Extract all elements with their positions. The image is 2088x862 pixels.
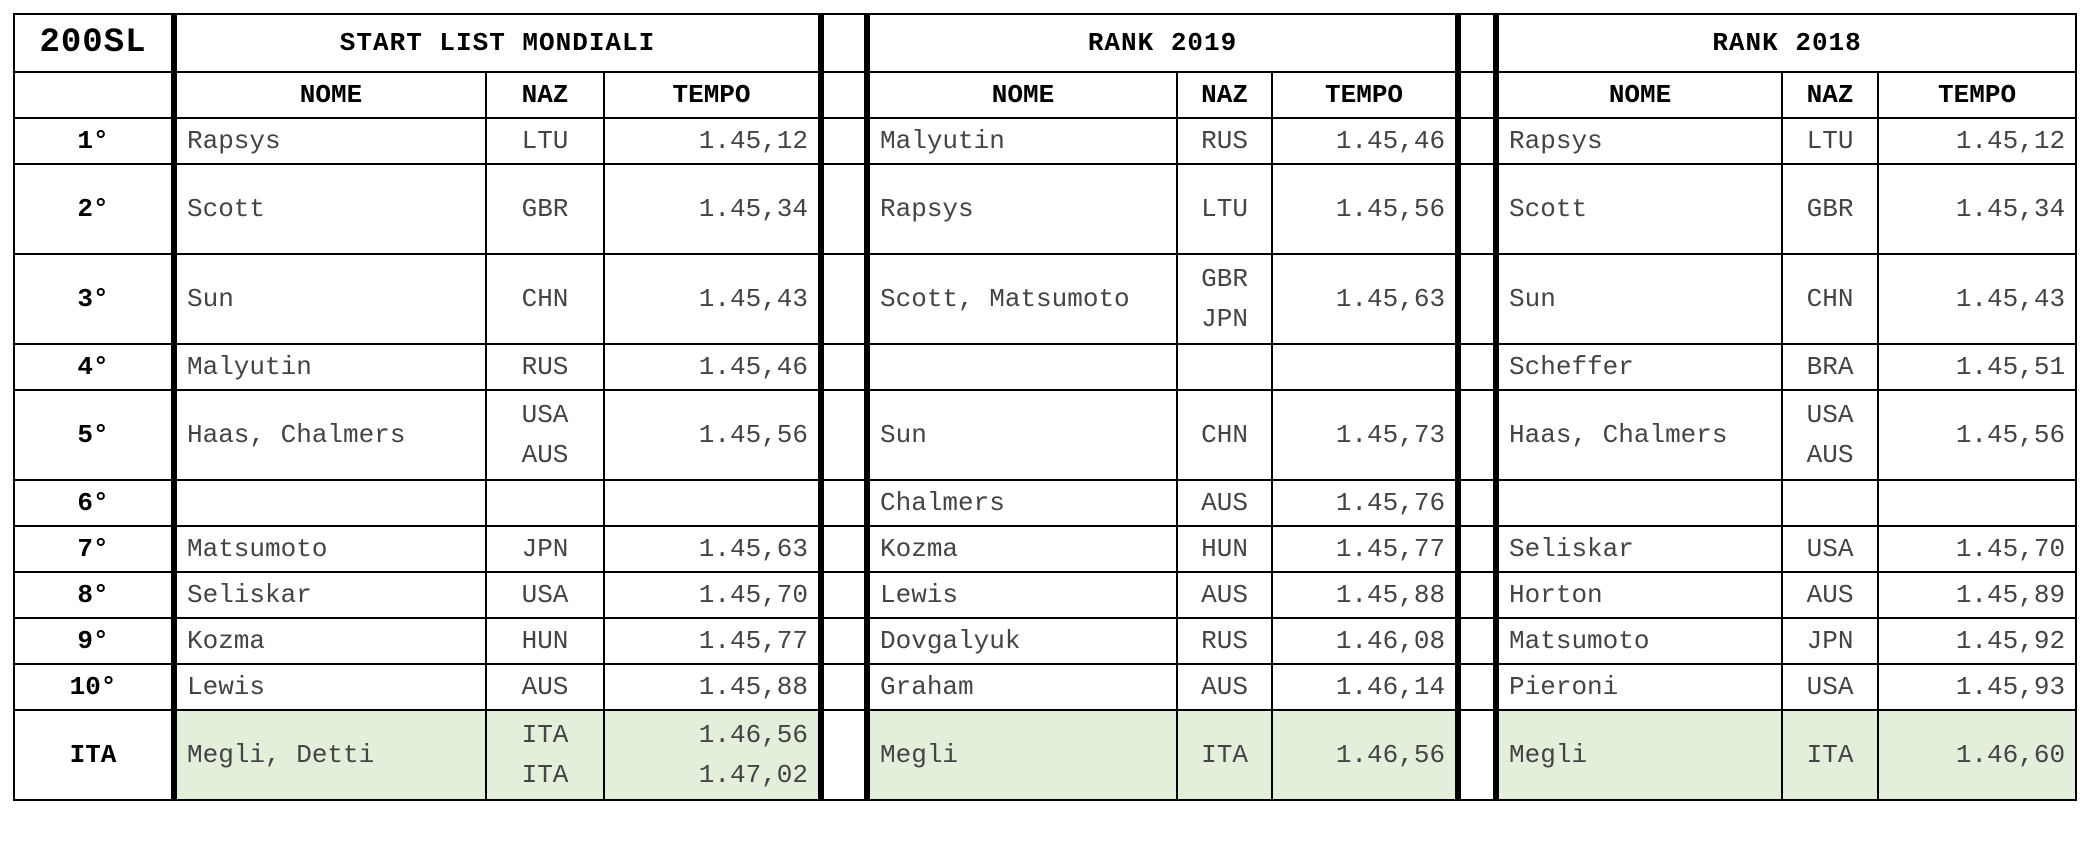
column-gap: [1458, 618, 1496, 664]
nation-code: RUS: [1201, 626, 1248, 656]
column-gap: [1458, 164, 1496, 254]
table-row: [14, 164, 2076, 254]
nation-code: GBR: [1806, 194, 1854, 224]
column-gap: [1458, 572, 1496, 618]
rank2018-time-cell: [1878, 390, 2076, 480]
position-cell: 5°: [14, 390, 174, 480]
rank2019-nation-cell: [1177, 390, 1272, 480]
column-gap: [1458, 480, 1496, 526]
rank2018-time-cell: [1878, 664, 2076, 710]
nation-code: ITA: [1806, 740, 1854, 770]
rank2018-nation-cell: [1782, 118, 1878, 164]
time-value: 1.45,77: [1335, 534, 1446, 564]
time-value: 1.45,88: [1335, 580, 1446, 610]
time-value: 1.45,88: [698, 672, 809, 702]
nation-code: AUS: [1806, 580, 1854, 610]
rank2018-name-cell: Scott: [1496, 164, 1782, 254]
rank2019-time-cell: [1272, 390, 1458, 480]
nation-code: CHN: [521, 284, 569, 314]
rank2019-nation-cell: [1177, 710, 1272, 800]
column-gap: [821, 572, 867, 618]
position-cell: 2°: [14, 164, 174, 254]
startlist-name-cell: Sun: [174, 254, 486, 344]
rank2019-time-cell: [1272, 526, 1458, 572]
column-gap: [821, 344, 867, 390]
startlist-name-cell: Kozma: [174, 618, 486, 664]
rank2018-nation-cell: [1782, 664, 1878, 710]
column-header-row: [14, 72, 2076, 118]
rank2019-nation-cell: [1177, 526, 1272, 572]
rank2019-name-cell: Scott, Matsumoto: [867, 254, 1177, 344]
time-value: 1.45,92: [1955, 626, 2066, 656]
position-cell: 7°: [14, 526, 174, 572]
nation-code: AUS: [1201, 580, 1248, 610]
time-value: 1.47,02: [698, 760, 809, 790]
time-value: 1.45,76: [1335, 488, 1446, 518]
table-row: [14, 390, 2076, 480]
rank2018-nation-cell: [1782, 390, 1878, 480]
column-gap: [1458, 710, 1496, 800]
rank2019-time-cell: [1272, 118, 1458, 164]
name-header: NOME: [867, 72, 1177, 118]
rank2019-nation-cell: [1177, 344, 1272, 390]
rank2018-time-cell: [1878, 526, 2076, 572]
event-label: 200SL: [14, 14, 174, 72]
rank2019-nation-cell: [1177, 254, 1272, 344]
time-value: 1.45,93: [1955, 672, 2066, 702]
startlist-time-cell: [604, 254, 821, 344]
nation-code: AUS: [521, 440, 569, 470]
nation-header: NAZ: [1782, 72, 1878, 118]
time-value: 1.46,14: [1335, 672, 1446, 702]
section-title-rank2018: RANK 2018: [1496, 14, 2076, 72]
position-cell: 9°: [14, 618, 174, 664]
time-value: 1.45,77: [698, 626, 809, 656]
column-gap: [1458, 344, 1496, 390]
startlist-name-cell: Lewis: [174, 664, 486, 710]
rank2018-name-cell: Megli: [1496, 710, 1782, 800]
rank2018-name-cell: Seliskar: [1496, 526, 1782, 572]
startlist-name-cell: Matsumoto: [174, 526, 486, 572]
rank2018-nation-cell: [1782, 572, 1878, 618]
time-value: 1.46,60: [1955, 740, 2066, 770]
rank2019-name-cell: [867, 344, 1177, 390]
table-row: [14, 710, 2076, 800]
column-gap: [821, 710, 867, 800]
time-value: 1.45,73: [1335, 420, 1446, 450]
rank2019-time-cell: [1272, 618, 1458, 664]
column-gap: [821, 390, 867, 480]
column-gap: [821, 480, 867, 526]
column-gap: [821, 526, 867, 572]
name-header: NOME: [1496, 72, 1782, 118]
column-gap: [821, 164, 867, 254]
rank2019-name-cell: Lewis: [867, 572, 1177, 618]
time-value: 1.45,89: [1955, 580, 2066, 610]
column-gap: [1458, 118, 1496, 164]
startlist-name-cell: Haas, Chalmers: [174, 390, 486, 480]
rank2018-nation-cell: [1782, 710, 1878, 800]
time-value: 1.45,56: [1335, 194, 1446, 224]
position-header: [14, 72, 174, 118]
column-gap: [821, 118, 867, 164]
nation-code: BRA: [1806, 352, 1854, 382]
time-value: 1.45,70: [1955, 534, 2066, 564]
results-table-container: [13, 13, 2077, 801]
rank2019-nation-cell: [1177, 118, 1272, 164]
rank2019-name-cell: Kozma: [867, 526, 1177, 572]
rank2019-nation-cell: [1177, 618, 1272, 664]
nation-header: NAZ: [1177, 72, 1272, 118]
nation-code: ITA: [1201, 740, 1248, 770]
startlist-time-cell: [604, 526, 821, 572]
startlist-nation-cell: [486, 390, 604, 480]
rank2019-nation-cell: [1177, 164, 1272, 254]
rank2018-name-cell: Horton: [1496, 572, 1782, 618]
rank2019-name-cell: Sun: [867, 390, 1177, 480]
nation-code: AUS: [1201, 488, 1248, 518]
nation-code: USA: [1806, 400, 1854, 430]
name-header: NOME: [174, 72, 486, 118]
startlist-time-cell: [604, 710, 821, 800]
nation-code: JPN: [521, 534, 569, 564]
rank2019-name-cell: Dovgalyuk: [867, 618, 1177, 664]
rank2019-name-cell: Rapsys: [867, 164, 1177, 254]
header-row: [14, 14, 2076, 72]
rank2018-time-cell: [1878, 618, 2076, 664]
time-header: TEMPO: [604, 72, 821, 118]
column-gap: [821, 254, 867, 344]
position-cell: 8°: [14, 572, 174, 618]
nation-code: GBR: [1201, 264, 1248, 294]
time-value: 1.45,56: [1955, 420, 2066, 450]
position-cell: 10°: [14, 664, 174, 710]
time-value: 1.45,12: [698, 126, 809, 156]
nation-code: LTU: [1806, 126, 1854, 156]
rank2018-time-cell: [1878, 164, 2076, 254]
time-value: 1.45,51: [1955, 352, 2066, 382]
column-gap: [821, 14, 867, 72]
rank2019-nation-cell: [1177, 572, 1272, 618]
time-value: 1.45,12: [1955, 126, 2066, 156]
rank2019-time-cell: [1272, 254, 1458, 344]
rank2018-time-cell: [1878, 254, 2076, 344]
rank2019-name-cell: Graham: [867, 664, 1177, 710]
nation-code: AUS: [1201, 672, 1248, 702]
time-value: 1.45,70: [698, 580, 809, 610]
table-row: [14, 664, 2076, 710]
rank2019-nation-cell: [1177, 480, 1272, 526]
rank2018-name-cell: Scheffer: [1496, 344, 1782, 390]
nation-code: ITA: [521, 760, 569, 790]
nation-code: JPN: [1806, 626, 1854, 656]
startlist-name-cell: Scott: [174, 164, 486, 254]
table-row: [14, 526, 2076, 572]
time-value: 1.45,46: [1335, 126, 1446, 156]
startlist-time-cell: [604, 164, 821, 254]
startlist-time-cell: [604, 390, 821, 480]
time-value: 1.45,46: [698, 352, 809, 382]
time-header: TEMPO: [1878, 72, 2076, 118]
startlist-nation-cell: [486, 664, 604, 710]
rank2019-time-cell: [1272, 710, 1458, 800]
time-value: 1.45,63: [698, 534, 809, 564]
startlist-name-cell: Malyutin: [174, 344, 486, 390]
startlist-nation-cell: [486, 254, 604, 344]
nation-code: USA: [1806, 534, 1854, 564]
column-gap: [821, 72, 867, 118]
column-gap: [821, 618, 867, 664]
nation-code: LTU: [521, 126, 569, 156]
nation-code: HUN: [521, 626, 569, 656]
position-cell: 1°: [14, 118, 174, 164]
rank2018-name-cell: Haas, Chalmers: [1496, 390, 1782, 480]
startlist-name-cell: Seliskar: [174, 572, 486, 618]
rank2019-name-cell: Megli: [867, 710, 1177, 800]
rank2018-name-cell: Rapsys: [1496, 118, 1782, 164]
column-gap: [1458, 72, 1496, 118]
rank2018-nation-cell: [1782, 480, 1878, 526]
rank2019-time-cell: [1272, 344, 1458, 390]
nation-code: JPN: [1201, 304, 1248, 334]
rank2018-time-cell: [1878, 572, 2076, 618]
section-title-startlist: START LIST MONDIALI: [174, 14, 821, 72]
nation-code: AUS: [521, 672, 569, 702]
nation-code: RUS: [521, 352, 569, 382]
position-cell: ITA: [14, 710, 174, 800]
rank2018-time-cell: [1878, 118, 2076, 164]
nation-code: ITA: [521, 720, 569, 750]
position-cell: 4°: [14, 344, 174, 390]
nation-code: USA: [1806, 672, 1854, 702]
rank2018-name-cell: Matsumoto: [1496, 618, 1782, 664]
nation-header: NAZ: [486, 72, 604, 118]
startlist-nation-cell: [486, 572, 604, 618]
table-row: [14, 618, 2076, 664]
rank2019-name-cell: Chalmers: [867, 480, 1177, 526]
startlist-nation-cell: [486, 164, 604, 254]
table-row: [14, 344, 2076, 390]
table-row: [14, 572, 2076, 618]
time-header: TEMPO: [1272, 72, 1458, 118]
nation-code: RUS: [1201, 126, 1248, 156]
startlist-nation-cell: [486, 118, 604, 164]
section-title-rank2019: RANK 2019: [867, 14, 1458, 72]
table-row: [14, 254, 2076, 344]
startlist-time-cell: [604, 118, 821, 164]
nation-code: LTU: [1201, 194, 1248, 224]
startlist-name-cell: [174, 480, 486, 526]
startlist-time-cell: [604, 480, 821, 526]
rank2018-time-cell: [1878, 480, 2076, 526]
rank2018-nation-cell: [1782, 618, 1878, 664]
startlist-nation-cell: [486, 618, 604, 664]
rank2019-time-cell: [1272, 480, 1458, 526]
rank2018-nation-cell: [1782, 344, 1878, 390]
rank2018-name-cell: Pieroni: [1496, 664, 1782, 710]
rank2018-name-cell: [1496, 480, 1782, 526]
rank2019-time-cell: [1272, 664, 1458, 710]
time-value: 1.45,56: [698, 420, 809, 450]
time-value: 1.46,56: [698, 720, 809, 750]
time-value: 1.45,63: [1335, 284, 1446, 314]
rank2019-time-cell: [1272, 164, 1458, 254]
startlist-time-cell: [604, 618, 821, 664]
column-gap: [1458, 390, 1496, 480]
time-value: 1.45,43: [1955, 284, 2066, 314]
rank2019-name-cell: Malyutin: [867, 118, 1177, 164]
position-cell: 3°: [14, 254, 174, 344]
rank2018-time-cell: [1878, 710, 2076, 800]
time-value: 1.45,34: [698, 194, 809, 224]
rank2018-time-cell: [1878, 344, 2076, 390]
startlist-name-cell: Rapsys: [174, 118, 486, 164]
time-value: 1.46,56: [1335, 740, 1446, 770]
position-cell: 6°: [14, 480, 174, 526]
column-gap: [1458, 526, 1496, 572]
startlist-nation-cell: [486, 480, 604, 526]
nation-code: CHN: [1806, 284, 1854, 314]
time-value: 1.45,34: [1955, 194, 2066, 224]
results-table: [13, 13, 2077, 801]
nation-code: GBR: [521, 194, 569, 224]
nation-code: HUN: [1201, 534, 1248, 564]
nation-code: AUS: [1806, 440, 1854, 470]
rank2019-time-cell: [1272, 572, 1458, 618]
startlist-time-cell: [604, 344, 821, 390]
nation-code: USA: [521, 580, 569, 610]
rank2018-nation-cell: [1782, 164, 1878, 254]
table-row: [14, 480, 2076, 526]
column-gap: [1458, 664, 1496, 710]
nation-code: USA: [521, 400, 569, 430]
startlist-nation-cell: [486, 526, 604, 572]
rank2018-name-cell: Sun: [1496, 254, 1782, 344]
column-gap: [821, 664, 867, 710]
rank2018-nation-cell: [1782, 526, 1878, 572]
time-value: 1.45,43: [698, 284, 809, 314]
rank2018-nation-cell: [1782, 254, 1878, 344]
column-gap: [1458, 254, 1496, 344]
startlist-time-cell: [604, 664, 821, 710]
startlist-nation-cell: [486, 710, 604, 800]
startlist-name-cell: Megli, Detti: [174, 710, 486, 800]
column-gap: [1458, 14, 1496, 72]
time-value: 1.46,08: [1335, 626, 1446, 656]
rank2019-nation-cell: [1177, 664, 1272, 710]
table-row: [14, 118, 2076, 164]
startlist-nation-cell: [486, 344, 604, 390]
nation-code: CHN: [1201, 420, 1248, 450]
startlist-time-cell: [604, 572, 821, 618]
